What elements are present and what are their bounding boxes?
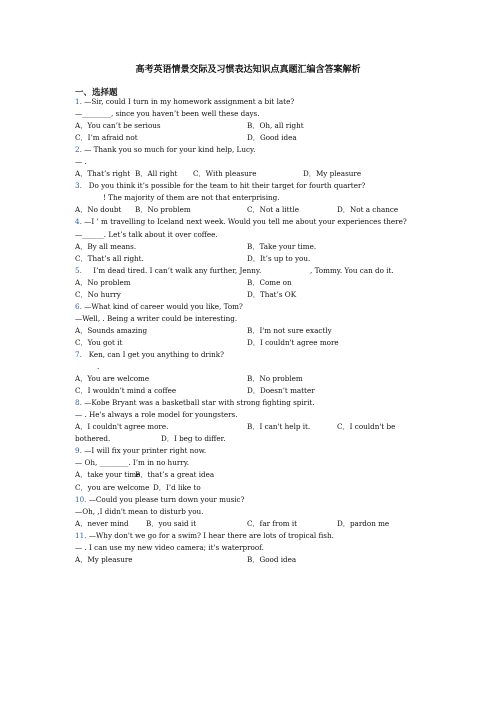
option-b[interactable]: B．you said it xyxy=(146,518,197,528)
question-7-options-ab xyxy=(75,373,435,385)
question-9-options-cd xyxy=(75,482,435,494)
question-8-options-d xyxy=(75,433,435,445)
question-8-options-abc xyxy=(75,421,435,433)
option-d[interactable]: D．It’s up to you. xyxy=(247,253,311,263)
option-d[interactable]: D．I’d like to xyxy=(153,482,201,492)
question-5-options-cd xyxy=(75,289,435,301)
option-c-continued: bothered. xyxy=(75,434,111,444)
option-c[interactable]: C．With pleasure xyxy=(193,169,257,179)
option-a[interactable]: A．You can’t be serious xyxy=(75,121,161,131)
question-4-options-cd xyxy=(75,253,435,265)
question-number: 10. xyxy=(75,494,87,504)
question-stem: Ken, can I get you anything to drink? xyxy=(88,349,225,359)
question-2-options xyxy=(75,168,435,180)
question-11 xyxy=(75,530,435,542)
question-5 xyxy=(75,265,435,277)
option-a[interactable]: A．You are welcome xyxy=(75,374,150,384)
question-9-stem2: — Oh, ________. I’m in no hurry. xyxy=(75,458,190,468)
option-c[interactable]: C．I’m afraid not xyxy=(75,133,138,143)
option-a[interactable]: A．never mind xyxy=(75,518,129,528)
question-number: 9. xyxy=(75,446,82,456)
question-stem: —Sir, could I turn in my homework assignment a bit late? xyxy=(84,97,295,106)
question-9-options-ab xyxy=(75,469,435,481)
option-d[interactable]: D．I couldn't agree more xyxy=(247,337,339,347)
question-number: 7. xyxy=(75,349,82,359)
option-d[interactable]: D．I beg to differ. xyxy=(161,434,226,444)
option-a[interactable]: A．I couldn't agree more. xyxy=(75,422,169,432)
question-10-stem2: —Oh, ,I didn't mean to disturb you. xyxy=(75,506,204,516)
question-5-options-ab xyxy=(75,277,435,289)
option-a[interactable]: A．By all means. xyxy=(75,241,137,251)
question-10-options xyxy=(75,518,435,530)
question-8 xyxy=(75,397,435,409)
question-stem: —Could you please turn down your music? xyxy=(88,494,245,504)
option-b[interactable]: B．I can't help it. xyxy=(247,422,311,432)
option-c[interactable]: C．That’s all right. xyxy=(75,253,144,263)
option-d[interactable]: D．My pleasure xyxy=(303,169,362,179)
question-number: 4. xyxy=(75,217,82,227)
question-stem: Do you think it’s possible for the team to hit their target for fourth quarter? xyxy=(88,181,366,191)
section-heading: 一、选择题 xyxy=(75,88,118,98)
question-1-options-cd xyxy=(75,132,435,144)
question-number: 11. xyxy=(75,530,87,540)
option-c[interactable]: C．You got it xyxy=(75,337,123,347)
question-2-stem2: — . xyxy=(75,157,87,167)
option-d[interactable]: D．That’s OK xyxy=(247,289,297,299)
question-list xyxy=(75,96,435,566)
question-7-stem2: . xyxy=(97,362,100,372)
option-c[interactable]: C．far from it xyxy=(247,518,298,528)
question-1-stem2: —________, since you haven’t been well these days. xyxy=(75,109,260,119)
question-6-stem2: —Well, . Being a writer could be interesting. xyxy=(75,313,238,323)
option-b[interactable]: B．Oh, all right xyxy=(247,121,304,131)
option-c[interactable]: C．Not a little xyxy=(247,205,299,215)
option-b[interactable]: B．I'm not sure exactly xyxy=(247,325,332,335)
question-4-options-ab xyxy=(75,241,435,253)
question-2 xyxy=(75,144,435,156)
question-3-options xyxy=(75,204,435,216)
question-number: 3. xyxy=(75,181,82,191)
question-8-stem2: — . He's always a role model for youngsters. xyxy=(75,410,238,420)
question-11-stem2: — . I can use my new video camera; it's waterproof. xyxy=(75,542,264,552)
question-6-options-ab xyxy=(75,325,435,337)
question-3-stem2: ! The majority of them are not that enterprising. xyxy=(103,193,280,203)
option-d[interactable]: D．Doesn’t matter xyxy=(247,386,315,396)
question-9 xyxy=(75,445,435,457)
question-stem-reply: , Tommy. You can do it. xyxy=(310,265,394,275)
question-7-options-cd xyxy=(75,385,435,397)
question-stem: —Kobe Bryant was a basketball star with strong fighting spirit. xyxy=(84,398,315,408)
question-number: 2. xyxy=(75,145,82,155)
question-4 xyxy=(75,216,435,228)
question-stem: —Why don't we go for a swim? I hear there are lots of tropical fish. xyxy=(88,530,334,540)
question-11-options-ab xyxy=(75,554,435,566)
question-number: 6. xyxy=(75,301,82,311)
option-a[interactable]: A．That’s right xyxy=(75,169,131,179)
option-b[interactable]: B．that’s a great idea xyxy=(135,470,215,480)
question-stem: I’m dead tired. I can’t walk any further, Jenny. xyxy=(93,265,262,275)
question-number: 8. xyxy=(75,398,82,408)
question-7 xyxy=(75,349,435,361)
option-b[interactable]: B．No problem xyxy=(247,374,303,384)
question-number: 5. xyxy=(75,265,82,275)
question-6-options-cd xyxy=(75,337,435,349)
option-d[interactable]: D．pardon me xyxy=(337,518,390,528)
option-b[interactable]: B．Come on xyxy=(247,277,292,287)
option-a[interactable]: A．Sounds amazing xyxy=(75,325,148,335)
option-a[interactable]: A．No problem xyxy=(75,277,131,287)
option-c[interactable]: C．I couldn't be xyxy=(337,422,396,432)
question-stem: —What kind of career would you like, Tom? xyxy=(84,301,243,311)
question-1 xyxy=(75,96,435,108)
question-10 xyxy=(75,494,435,506)
option-a[interactable]: A．My pleasure xyxy=(75,554,133,564)
question-4-stem2: —______. Let’s talk about it over coffee. xyxy=(75,229,218,239)
question-stem: — Thank you so much for your kind help, Lucy. xyxy=(84,145,256,155)
option-d[interactable]: D．Good idea xyxy=(247,133,297,143)
option-a[interactable]: A．take your time xyxy=(75,470,141,480)
question-number: 1. xyxy=(75,97,82,106)
option-d[interactable]: D．Not a chance xyxy=(337,205,399,215)
question-1-options-ab xyxy=(75,120,435,132)
option-b[interactable]: B．All right xyxy=(135,169,178,179)
option-c[interactable]: C．you are welcome xyxy=(75,482,150,492)
question-6 xyxy=(75,301,435,313)
question-stem: —I ’ m travelling to Iceland next week. Would you tell me about your experiences there? xyxy=(84,217,407,227)
option-b[interactable]: B．Good idea xyxy=(247,554,297,564)
question-stem: —I will fix your printer right now. xyxy=(84,446,207,456)
option-b[interactable]: B．Take your time. xyxy=(247,241,317,251)
option-a[interactable]: A．No doubt xyxy=(75,205,122,215)
document-title: 高考英语情景交际及习惯表达知识点真题汇编含答案解析 xyxy=(135,65,361,75)
option-c[interactable]: C．I wouldn’t mind a coffee xyxy=(75,386,177,396)
option-b[interactable]: B．No problem xyxy=(135,205,191,215)
question-3 xyxy=(75,180,435,192)
option-c[interactable]: C．No hurry xyxy=(75,289,121,299)
